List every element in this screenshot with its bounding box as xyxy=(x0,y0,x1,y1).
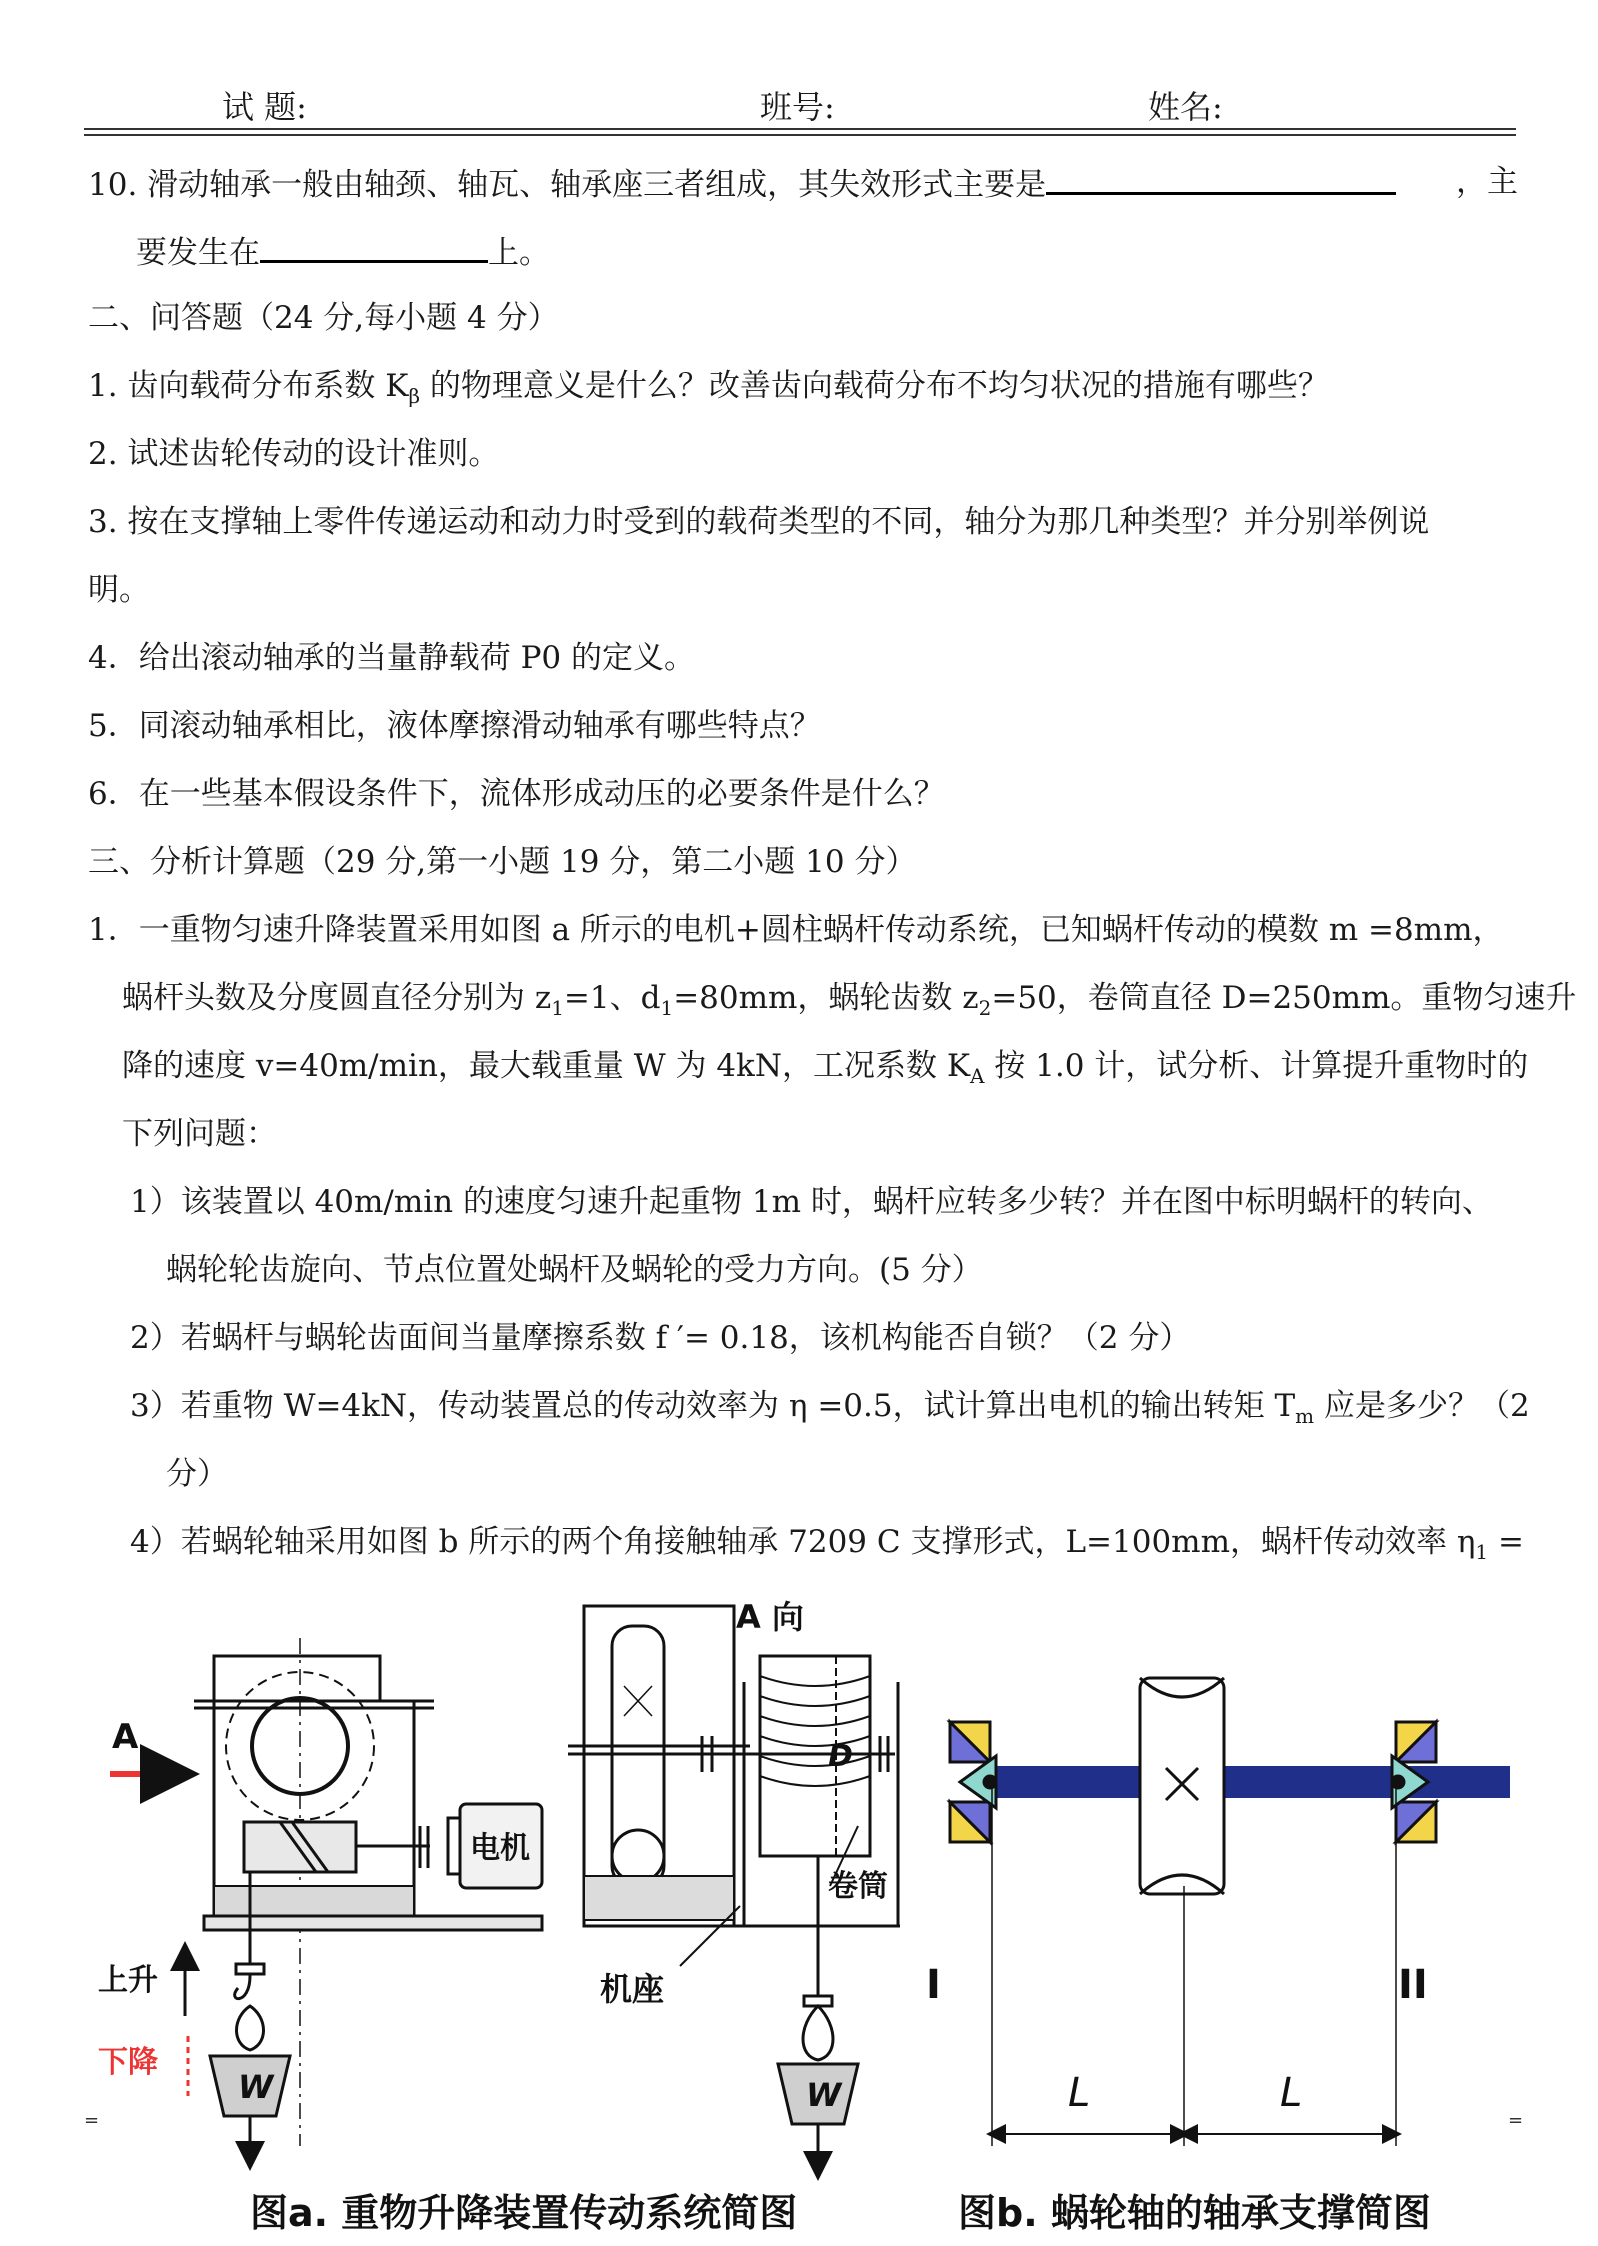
q10-text-end: ，主 xyxy=(1456,164,1518,200)
s3-sub1-cont: 蜗轮轮齿旋向、节点位置处蜗杆及蜗轮的受力方向。(5 分） xyxy=(166,1252,983,1288)
s2-q6: 6．在一些基本假设条件下，流体形成动压的必要条件是什么？ xyxy=(88,776,945,812)
margin-mark-left: = xyxy=(84,2110,100,2131)
q10-text: 10. 滑动轴承一般由轴颈、轴瓦、轴承座三者组成，其失效形式主要是 xyxy=(88,167,1047,203)
label-bearing-I: I xyxy=(926,1962,941,2008)
s3-p1-line1: 1．一重物匀速升降装置采用如图 a 所示的电机+圆柱蜗杆传动系统，已知蜗杆传动的模数 m =8mm， xyxy=(88,912,1504,948)
s3-sub2: 2）若蜗杆与蜗轮齿面间当量摩擦系数 f ′= 0.18，该机构能否自锁？（2 分） xyxy=(130,1320,1191,1356)
label-weight-1: W xyxy=(238,2068,274,2106)
label-bearing-II: II xyxy=(1398,1962,1428,2008)
label-up: 上升 xyxy=(98,1963,158,1998)
label-drum: 卷筒 xyxy=(828,1869,888,1904)
caption-fig-a: 图a. 重物升降装置传动系统简图 xyxy=(250,2191,798,2235)
s3-sub4: 4）若蜗轮轴采用如图 b 所示的两个角接触轴承 7209 C 支撑形式，L=100mm，蜗杆传动效率 $\eta_1$ = xyxy=(130,1524,1524,1565)
label-D: D xyxy=(828,1739,853,1774)
header-exam-label: 试 题: xyxy=(222,88,307,126)
q10-blank-location[interactable] xyxy=(260,230,488,263)
q10-line1 xyxy=(88,162,1518,205)
header-name-label: 姓名: xyxy=(1148,88,1223,126)
s3-sub3: 3）若重物 W=4kN，传动装置总的传动效率为 η =0.5，试计算出电机的输出转矩 $T_m$ 应是多少？（2 xyxy=(130,1388,1530,1429)
label-A: A xyxy=(112,1717,139,1757)
label-base: 机座 xyxy=(600,1970,665,2008)
s3-p1-line3: 降的速度 v=40m/min，最大载重量 W 为 4kN，工况系数 $K_A$ 按 1.0 计，试分析、计算提升重物时的 xyxy=(122,1048,1529,1089)
s3-sub1: 1）该装置以 40m/min 的速度匀速升起重物 1m 时，蜗杆应转多少转？并在图中标明蜗杆的转向、 xyxy=(130,1184,1493,1220)
label-down: 下降 xyxy=(98,2045,158,2080)
caption-fig-b: 图b. 蜗轮轴的轴承支撑简图 xyxy=(958,2191,1431,2235)
section2-title: 二、问答题（24 分,每小题 4 分） xyxy=(88,300,559,336)
q10-blank-failure[interactable] xyxy=(1046,162,1396,195)
q10-text-2: 要发生在 xyxy=(136,235,260,271)
label-weight-2: W xyxy=(806,2076,842,2114)
s2-q3: 3. 按在支撑轴上零件传递运动和动力时受到的载荷类型的不同，轴分为那几种类型？并分别举例说 xyxy=(88,504,1430,540)
s3-p1-line2: 蜗杆头数及分度圆直径分别为 $z_1=1$、$d_1=80mm$，蜗轮齿数 $z_2=50$，卷筒直径 D=250mm。重物匀速升 xyxy=(122,980,1577,1021)
margin-mark-right: = xyxy=(1508,2110,1524,2131)
s2-q1: 1. 齿向载荷分布系数 $K_\beta$ 的物理意义是什么？改善齿向载荷分布不均匀状况的措施有哪些？ xyxy=(88,368,1329,409)
header-class-label: 班号: xyxy=(760,88,835,126)
s2-q2: 2. 试述齿轮传动的设计准则。 xyxy=(88,436,500,472)
label-a-direction: A 向 xyxy=(736,1598,804,1636)
header-rule-double xyxy=(84,134,1516,136)
figures xyxy=(0,1586,1598,2246)
label-motor: 电机 xyxy=(470,1831,530,1866)
s3-p1-line4: 下列问题： xyxy=(122,1116,277,1152)
s2-q4: 4．给出滚动轴承的当量静载荷 P0 的定义。 xyxy=(88,640,696,676)
section3-title: 三、分析计算题（29 分,第一小题 19 分，第二小题 10 分） xyxy=(88,844,917,880)
s2-q3-cont: 明。 xyxy=(88,572,150,608)
label-L-left: L xyxy=(1068,2070,1091,2116)
s3-sub3-cont: 分） xyxy=(166,1456,228,1492)
s2-q5: 5．同滚动轴承相比，液体摩擦滑动轴承有哪些特点？ xyxy=(88,708,821,744)
q10-line2 xyxy=(136,230,1566,273)
fig-b-bearing-support xyxy=(950,1678,1510,2146)
header-rule xyxy=(84,128,1516,130)
q10-text-3: 上。 xyxy=(488,235,550,271)
label-L-right: L xyxy=(1280,2070,1303,2116)
